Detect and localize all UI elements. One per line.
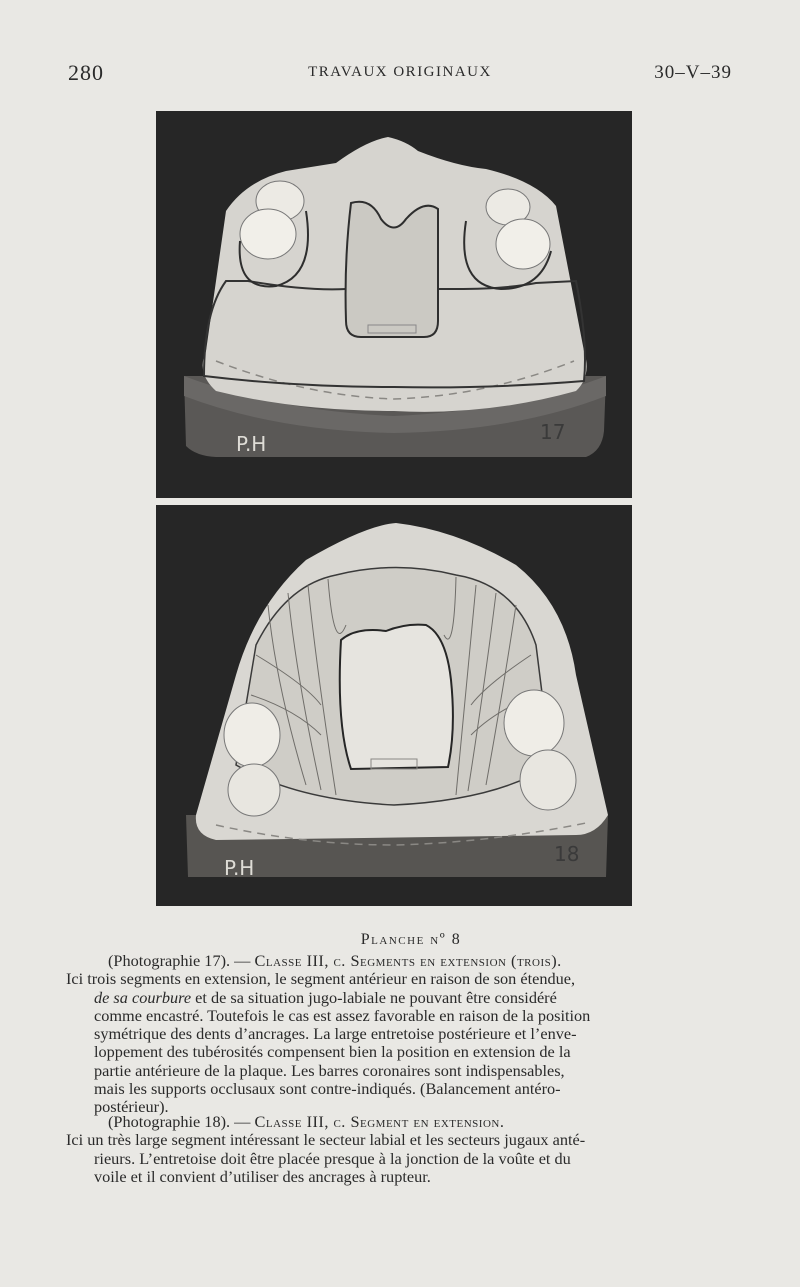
photo-17-number: 17 [540,420,566,444]
paragraph-photograph-18 [66,1112,728,1186]
para2-line: voile et il convient d’utiliser des ancrages à rupteur. [94,1166,431,1186]
plate-title: Planche nº 8 [360,931,462,948]
page-number: 280 [68,60,104,85]
para1-heading: Classe III, c. Segments en extension (trois). [254,951,562,970]
page-header [0,58,800,88]
para2-heading: Classe III, c. Segment en extension. [254,1112,505,1131]
para1-line: partie antérieure de la plaque. Les barres coronaires sont indispensables, [94,1060,565,1080]
para1-italic-phrase: de sa courbure [94,987,192,1007]
photo-17-label: P.H [236,432,267,456]
para1-heading-line [94,952,728,970]
para1-intro: (Photographie 17). — [108,951,251,970]
photo-18-label: P.H [224,856,255,880]
para2-heading-line [94,1113,728,1131]
para2-line: rieurs. L’entretoise doit être placée presque à la jonction de la voûte et du [94,1148,571,1168]
para2-line: Ici un très large segment intéressant le secteur labial et les secteurs jugaux anté- [66,1130,586,1150]
paragraph-photograph-17 [66,951,728,1117]
para1-line: comme encastré. Toutefois le cas est assez favorable en raison de la position [94,1005,591,1025]
para1-line: Ici trois segments en extension, le segment antérieur en raison de son étendue, [66,969,576,989]
running-title: TRAVAUX ORIGINAUX [308,64,492,80]
para1-line [94,989,728,1007]
para1-line: mais les supports occlusaux sont contre-indiqués. (Balancement antéro- [94,1079,561,1099]
para1-line-rest: et de sa situation jugo-labiale ne pouvant être considéré [195,987,557,1007]
photograph-17 [156,111,632,498]
photograph-18 [156,505,632,906]
para1-line: symétrique des dents d’ancrages. La large entretoise postérieure et l’enve- [94,1024,577,1044]
date-reference: 30–V–39 [654,62,732,83]
photo-18-number: 18 [554,842,580,866]
para2-intro: (Photographie 18). — [108,1112,251,1131]
para1-line: postérieur). [94,1097,169,1117]
para1-line: loppement des tubérosités compensent bien la position en extension de la [94,1042,571,1062]
